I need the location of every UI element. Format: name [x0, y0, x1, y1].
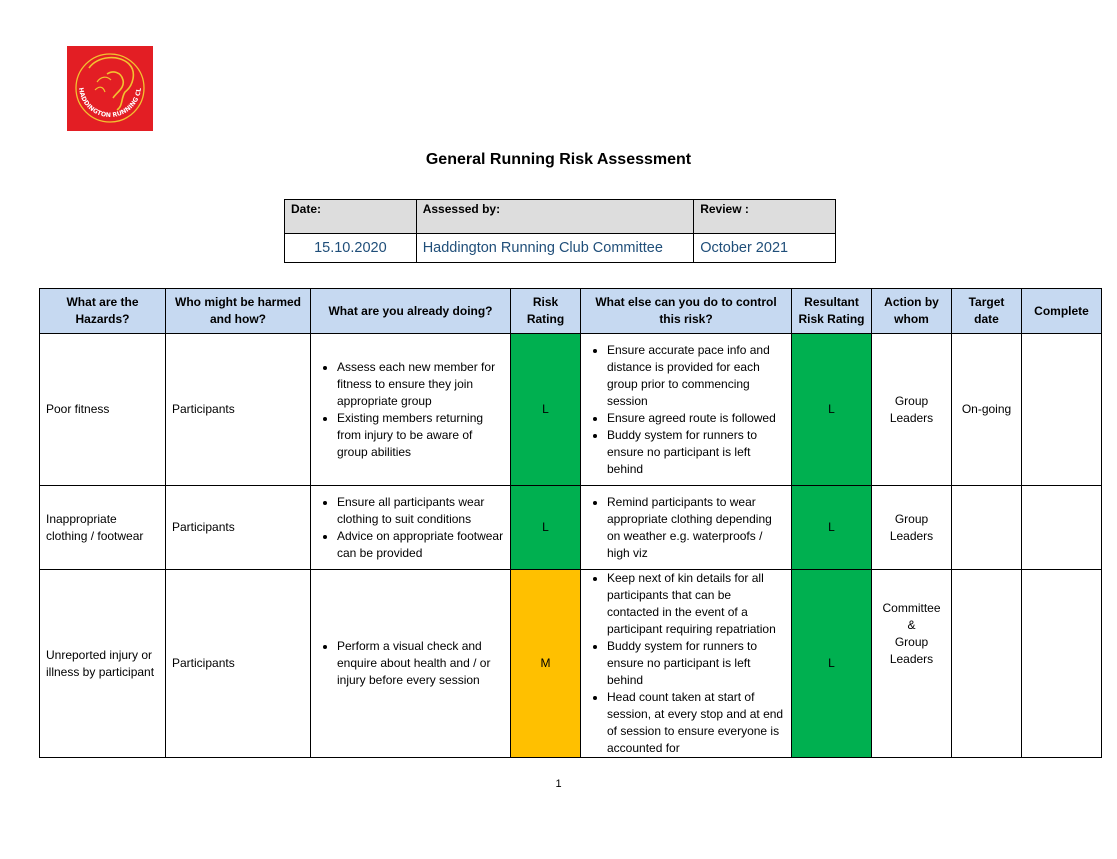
document-title: General Running Risk Assessment — [425, 151, 692, 168]
what-else-cell — [581, 570, 792, 758]
what-else-cell — [581, 486, 792, 570]
action-line: Group — [894, 635, 929, 649]
review-label: Review : — [694, 200, 836, 234]
assessed-by-label: Assessed by: — [416, 200, 694, 234]
header-risk-rating: Risk Rating — [511, 289, 581, 334]
target-date-cell: On-going — [952, 334, 1022, 486]
action-by-cell: Group Leaders — [872, 486, 952, 570]
resultant-rating-cell: L — [792, 570, 872, 758]
resultant-rating-cell: L — [792, 334, 872, 486]
list-item: • Ensure agreed route is followed — [607, 410, 785, 427]
complete-cell — [1022, 570, 1102, 758]
table-header-row — [40, 289, 1102, 334]
resultant-rating-cell: L — [792, 486, 872, 570]
risk-rating-cell: L — [511, 486, 581, 570]
list-item: • Assess each new member for fitness to ensure they join appropriate group — [337, 359, 504, 410]
date-label: Date: — [285, 200, 417, 234]
header-who: Who might be harmed and how? — [166, 289, 311, 334]
header-hazards: What are the Hazards? — [40, 289, 166, 334]
table-row — [40, 486, 1102, 570]
date-value: 15.10.2020 — [285, 234, 417, 263]
header-complete: Complete — [1022, 289, 1102, 334]
list-item: • Keep next of kin details for all participants that can be contacted in the event of a participant requiring repatriation — [607, 570, 785, 638]
already-doing-cell — [311, 486, 511, 570]
svg-text:HADDINGTON RUNNING CLUB: HADDINGTON RUNNING CL — [76, 87, 143, 120]
who-cell: Participants — [166, 486, 311, 570]
list-item: • Existing members returning from injury to be aware of group abilities — [337, 410, 504, 461]
header-target-date: Target date — [952, 289, 1022, 334]
page-number: 1 — [555, 778, 562, 790]
already-doing-cell — [311, 334, 511, 486]
what-else-cell — [581, 334, 792, 486]
review-value: October 2021 — [694, 234, 836, 263]
action-line: Committee — [882, 601, 941, 615]
list-item: • Head count taken at start of session, at every stop and at end of session to ensure everyone is accounted for — [607, 689, 785, 757]
who-cell: Participants — [166, 334, 311, 486]
club-logo — [67, 46, 153, 131]
list-item: • Advice on appropriate footwear can be provided — [337, 528, 504, 562]
complete-cell — [1022, 486, 1102, 570]
table-row — [40, 334, 1102, 486]
target-date-cell — [952, 570, 1022, 758]
who-cell: Participants — [166, 570, 311, 758]
hazard-cell: Poor fitness — [40, 334, 166, 486]
list-item: • Buddy system for runners to ensure no participant is left behind — [607, 638, 785, 689]
header-resultant-rating: Resultant Risk Rating — [792, 289, 872, 334]
list-item: • Ensure all participants wear clothing to suit conditions — [337, 494, 504, 528]
action-by-cell — [872, 570, 952, 758]
header-already-doing: What are you already doing? — [311, 289, 511, 334]
assessment-info-table — [284, 199, 836, 263]
hazard-cell: Inappropriate clothing / footwear — [40, 486, 166, 570]
action-by-cell: Group Leaders — [872, 334, 952, 486]
assessed-by-value: Haddington Running Club Committee — [416, 234, 694, 263]
list-item: • Buddy system for runners to ensure no participant is left behind — [607, 427, 785, 478]
header-action-by: Action by whom — [872, 289, 952, 334]
already-doing-cell — [311, 570, 511, 758]
action-line: Leaders — [889, 652, 934, 666]
list-item: • Ensure accurate pace info and distance is provided for each group prior to commencing session — [607, 342, 785, 410]
hazard-cell: Unreported injury or illness by participant — [40, 570, 166, 758]
risk-rating-cell: M — [511, 570, 581, 758]
target-date-cell — [952, 486, 1022, 570]
action-line: & — [907, 618, 916, 632]
list-item: • Remind participants to wear appropriate clothing depending on weather e.g. waterproofs / high viz — [607, 494, 785, 562]
header-what-else: What else can you do to control this risk? — [581, 289, 792, 334]
risk-assessment-table — [39, 288, 1102, 758]
risk-rating-cell: L — [511, 334, 581, 486]
list-item: • Perform a visual check and enquire about health and / or injury before every session — [337, 638, 504, 689]
table-row — [40, 570, 1102, 758]
complete-cell — [1022, 334, 1102, 486]
